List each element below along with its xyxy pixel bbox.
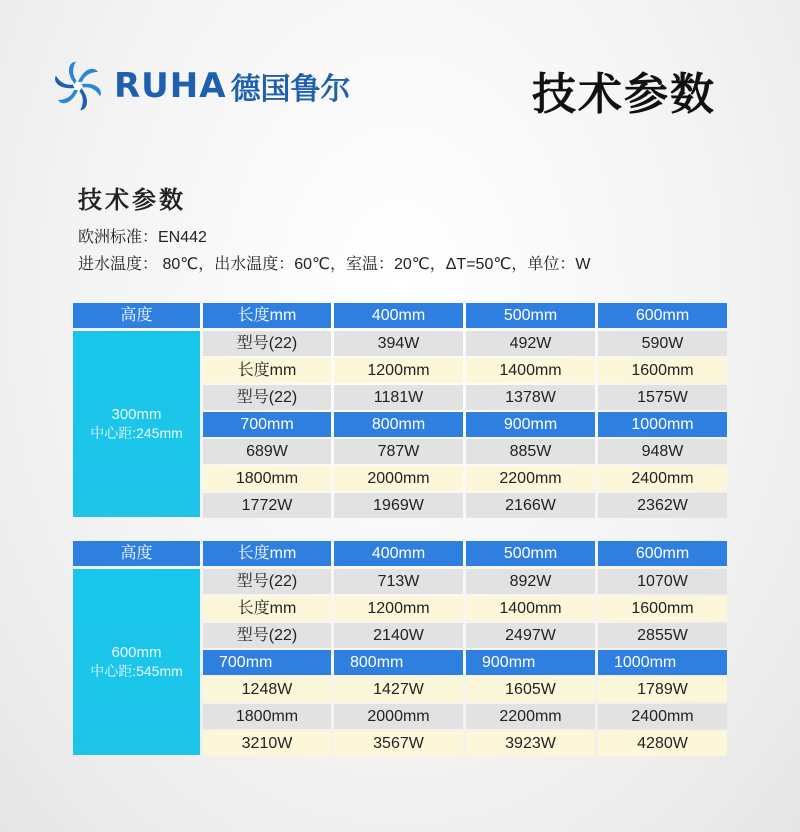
table-cell: 713W <box>334 569 463 594</box>
table-cell: 1200mm <box>334 596 463 621</box>
table-cell: 2166W <box>466 493 595 518</box>
table-row <box>203 623 727 648</box>
table-cell: 2497W <box>466 623 595 648</box>
table-cell: 型号(22) <box>203 331 331 356</box>
table-cell: 1605W <box>466 677 595 702</box>
table-cell: 900mm <box>466 650 595 675</box>
fan-logo-icon <box>52 60 104 112</box>
conditions-text: 进水温度： 80℃，出水温度：60℃，室温：20℃，ΔT=50℃，单位：W <box>78 256 591 273</box>
table-cell: 型号(22) <box>203 623 331 648</box>
table-cell: 型号(22) <box>203 385 331 410</box>
table-header-row <box>73 541 727 566</box>
table-cell: 3567W <box>334 731 463 756</box>
table-cell: 800mm <box>334 412 463 437</box>
table-cell: 1600mm <box>598 358 727 383</box>
height-value: 300mm <box>111 406 162 423</box>
table-row <box>203 358 727 383</box>
section-title: 技术参数 <box>78 185 186 214</box>
table-cell: 1248W <box>203 677 331 702</box>
table-cell: 1789W <box>598 677 727 702</box>
header-cell: 高度 <box>73 541 200 566</box>
header-cell: 600mm <box>598 541 727 566</box>
table-cell: 长度mm <box>203 358 331 383</box>
table-cell: 2200mm <box>466 704 595 729</box>
table-cell: 2400mm <box>598 466 727 491</box>
table-cell: 689W <box>203 439 331 464</box>
table-cell: 1800mm <box>203 704 331 729</box>
header-cell: 500mm <box>466 541 595 566</box>
header-cell: 400mm <box>334 303 463 328</box>
table-cell: 1400mm <box>466 358 595 383</box>
table-cell: 3923W <box>466 731 595 756</box>
header-cell: 600mm <box>598 303 727 328</box>
table-row <box>203 650 727 675</box>
brand-logo <box>52 60 351 112</box>
page-title: 技术参数 <box>532 69 716 120</box>
table-cell: 1600mm <box>598 596 727 621</box>
table-cell: 800mm <box>334 650 463 675</box>
header-cell: 长度mm <box>203 541 331 566</box>
table-cell: 2140W <box>334 623 463 648</box>
header-cell: 400mm <box>334 541 463 566</box>
table-cell: 2855W <box>598 623 727 648</box>
height-value: 600mm <box>111 644 162 661</box>
header-cell: 长度mm <box>203 303 331 328</box>
table-cell: 394W <box>334 331 463 356</box>
center-distance: 中心距:245mm <box>90 425 183 441</box>
table-cell: 2362W <box>598 493 727 518</box>
standard-text: 欧洲标准：EN442 <box>78 229 207 246</box>
table-cell: 1400mm <box>466 596 595 621</box>
table-cell: 900mm <box>466 412 595 437</box>
table-cell: 1800mm <box>203 466 331 491</box>
table-cell: 892W <box>466 569 595 594</box>
table-cell: 1181W <box>334 385 463 410</box>
brand-name: RUHA <box>114 66 227 106</box>
table-row <box>203 704 727 729</box>
spec-table-600 <box>73 541 727 755</box>
height-label-block <box>73 569 200 755</box>
table-cell: 3210W <box>203 731 331 756</box>
table-cell: 885W <box>466 439 595 464</box>
brand-cn-name: 德国鲁尔 <box>230 72 351 107</box>
table-cell: 700mm <box>203 650 331 675</box>
table-cell: 700mm <box>203 412 331 437</box>
table-header-row <box>73 303 727 328</box>
height-label-block <box>73 331 200 517</box>
header-cell: 500mm <box>466 303 595 328</box>
table-cell: 1000mm <box>598 650 727 675</box>
table-cell: 948W <box>598 439 727 464</box>
table-row <box>203 439 727 464</box>
table-cell: 492W <box>466 331 595 356</box>
table-cell: 长度mm <box>203 596 331 621</box>
table-cell: 1070W <box>598 569 727 594</box>
table-row <box>203 731 727 756</box>
table-cell: 1200mm <box>334 358 463 383</box>
table-row <box>203 331 727 356</box>
table-cell: 2000mm <box>334 704 463 729</box>
spec-table-300 <box>73 303 727 517</box>
table-row <box>203 412 727 437</box>
table-cell: 2400mm <box>598 704 727 729</box>
table-cell: 1427W <box>334 677 463 702</box>
table-cell: 787W <box>334 439 463 464</box>
table-cell: 1575W <box>598 385 727 410</box>
table-cell: 590W <box>598 331 727 356</box>
center-distance: 中心距:545mm <box>90 663 183 679</box>
table-cell: 1969W <box>334 493 463 518</box>
table-row <box>203 677 727 702</box>
table-cell: 2200mm <box>466 466 595 491</box>
table-cell: 1378W <box>466 385 595 410</box>
table-row <box>203 596 727 621</box>
table-cell: 4280W <box>598 731 727 756</box>
table-row <box>203 385 727 410</box>
header-cell: 高度 <box>73 303 200 328</box>
table-cell: 1772W <box>203 493 331 518</box>
table-row <box>203 569 727 594</box>
table-row <box>203 466 727 491</box>
table-row <box>203 493 727 518</box>
table-cell: 2000mm <box>334 466 463 491</box>
table-cell: 型号(22) <box>203 569 331 594</box>
table-cell: 1000mm <box>598 412 727 437</box>
